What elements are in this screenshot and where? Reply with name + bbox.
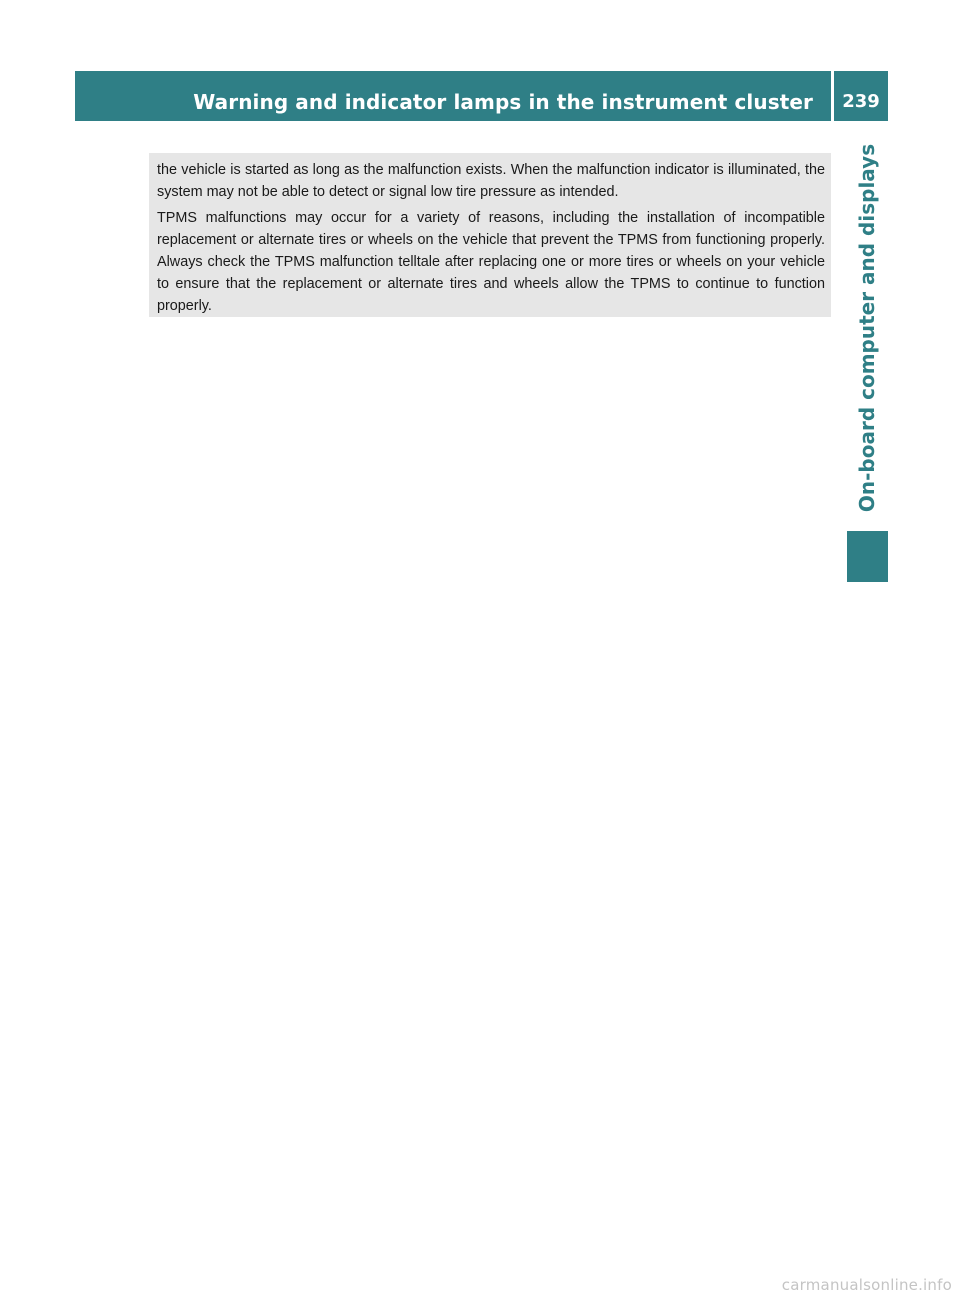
section-tab-marker (847, 531, 888, 582)
page-title: Warning and indicator lamps in the instrument cluster (193, 90, 813, 114)
info-box (149, 153, 831, 317)
section-tab-label-container (847, 127, 888, 529)
info-paragraph: TPMS malfunctions may occur for a variety of reasons, including the installation of incompatible replacement or alternate tires or wheels on the vehicle that prevent the TPMS from functioning properly. Always check the TPMS malfunction telltale after replacing one or more tires or wheels on your vehicle to ensure that the replacement or alternate tires and wheels allow the TPMS to continue to function properly. (157, 210, 825, 314)
info-paragraph: the vehicle is started as long as the malfunction exists. When the malfunction indicator is illuminated, the system may not be able to detect or signal low tire pressure as intended. (157, 162, 825, 200)
footer-watermark: carmanualsonline.info (781, 1276, 952, 1294)
page-number: 239 (842, 91, 880, 112)
section-tab-label: On-board computer and displays (855, 143, 880, 513)
